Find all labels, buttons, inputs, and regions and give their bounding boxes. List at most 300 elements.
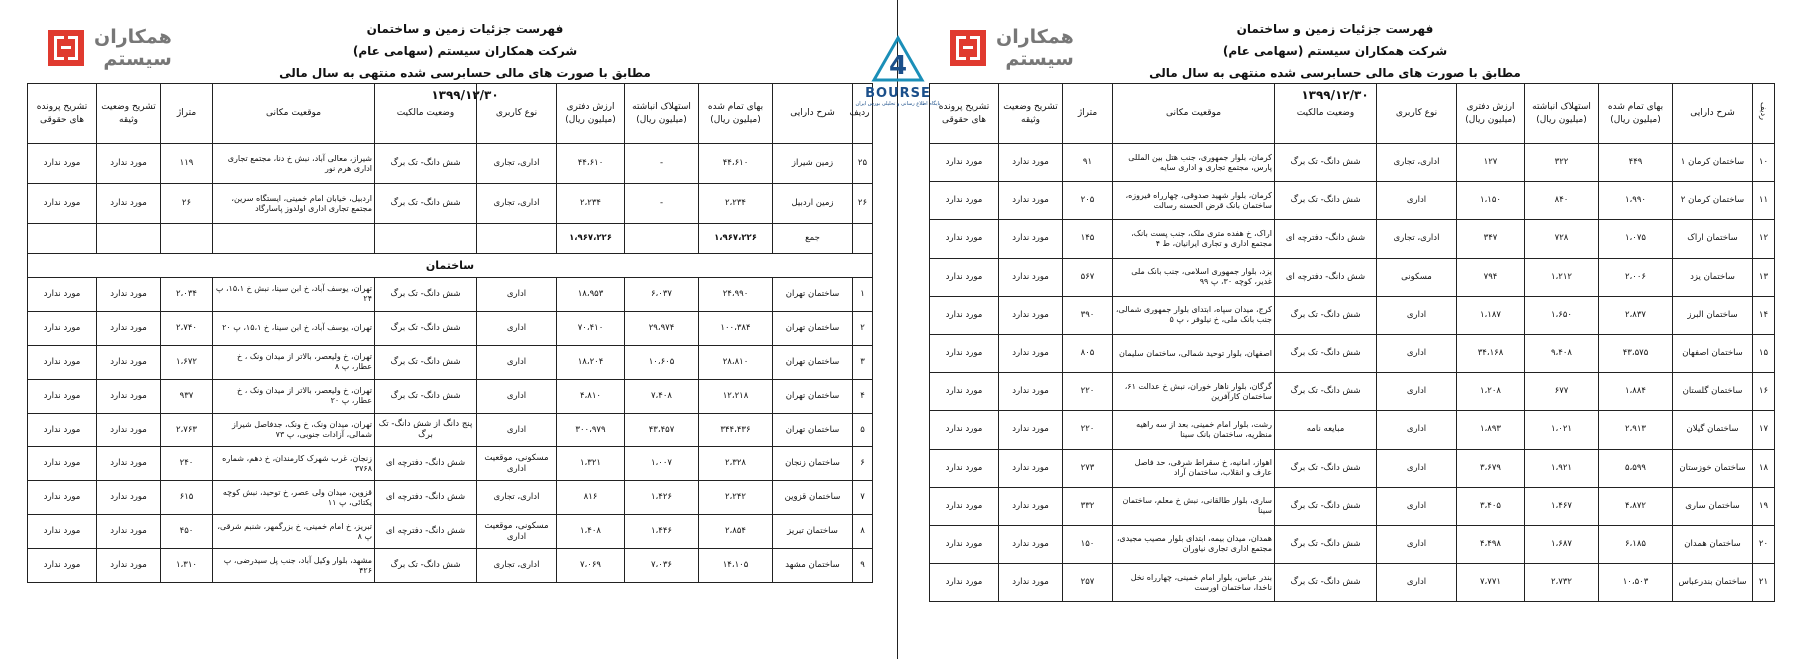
cell-cost: ۲۴،۹۹۰ [699,278,773,312]
building-rows-left [28,278,873,583]
svg-text:4: 4 [888,51,908,81]
cell-loc: تهران، یوسف آباد، خ ابن سینا، نبش خ ۱۵،۱، پ ۲۴ [213,278,375,312]
logo-text: همکاران سیستم [996,26,1074,70]
cell-legal: مورد ندارد [28,311,97,345]
cell-legal: مورد ندارد [28,549,97,583]
cell-use: اداری [1377,182,1457,220]
cell-loc: کرمان، بلوار جمهوری، جنب هتل بین المللی پارس، مجتمع تجاری و اداری سایه [1113,144,1275,182]
cell-use: اداری، تجاری [1377,144,1457,182]
cell-loc: تهران، میدان ونک، خ ونک، جدفاصل شیراز شمالی، آزادات جنوبی، پ ۷۳ [213,413,375,447]
cell-own: پنج دانگ از شش دانگ- تک برگ [375,413,477,447]
cell-area: ۸۰۵ [1063,334,1113,372]
cell-book: ۷،۷۷۱ [1457,564,1525,602]
cell-use: اداری [477,379,557,413]
right-assets-table [929,83,1775,602]
cell-use: اداری [1377,296,1457,334]
cell-desc: ساختمان مشهد [773,549,853,583]
cell-area: ۱،۳۱۰ [161,549,213,583]
cell-dep: ۲،۷۳۲ [1525,564,1599,602]
cell-loc: گرگان، بلوار ناهار خوران، نبش خ عدالت ۶۱، ساختمان کارآفرین [1113,373,1275,411]
cell-loc: تهران، یوسف آباد، خ ابن سینا، خ ۱۵،۱، پ ۲۰ [213,311,375,345]
cell-deed: مورد ندارد [999,487,1063,525]
col-desc-header: شرح دارایی [1673,84,1753,144]
cell-cost: ۱،۰۷۵ [1599,220,1673,258]
land-rows [28,144,873,224]
section-label: ساختمان [28,254,873,278]
cell-legal: مورد ندارد [930,373,999,411]
cell-dep: ۱،۶۵۰ [1525,296,1599,334]
cell-dep: ۱،۴۲۶ [625,481,699,515]
cell-row: ۱۷ [1753,411,1775,449]
cell-row: ۱۲ [1753,220,1775,258]
cell-deed: مورد ندارد [97,144,161,184]
cell-legal: مورد ندارد [28,481,97,515]
col-loc-header: موقعیت مکانی [213,84,375,144]
cell-loc: زنجان، غرب شهرک کارمندان، خ دهم، شماره ۳۷۶۸ [213,447,375,481]
cell-area: ۵۶۷ [1063,258,1113,296]
table-row [930,182,1775,220]
col-legal-header: تشریح پرونده های حقوقی [28,84,97,144]
cell-row: ۲۶ [853,184,873,224]
cell-deed: مورد ندارد [97,515,161,549]
cell-loc: اراک، خ هفده متری ملک، جنب پست بانک، مجتمع اداری و تجاری ایرانیان، ط ۴ [1113,220,1275,258]
cell-area: ۲،۷۴۰ [161,311,213,345]
bourse-tagline: پایگاه اطلاع رسانی و تحلیلی بورس ایران [855,101,941,107]
cell-legal: مورد ندارد [930,449,999,487]
cell-deed: مورد ندارد [999,296,1063,334]
cell-row: ۲۱ [1753,564,1775,602]
cell-loc: تهران، خ ولیعصر، بالاتر از میدان ونک ، خ عطار، پ ۲۰ [213,379,375,413]
company-name: شرکت همکاران سیستم (سهامی عام) [352,44,578,58]
table-header-row [930,84,1775,144]
cell-row: ۲ [853,311,873,345]
cell-desc: ساختمان ساری [1673,487,1753,525]
table-row [930,296,1775,334]
cell-row: ۴ [853,379,873,413]
cell-dep: ۷،۴۰۸ [625,379,699,413]
col-area-header: متراژ [161,84,213,144]
cell-dep: ۱،۴۶۷ [1525,487,1599,525]
cell-area: ۲۵۷ [1063,564,1113,602]
cell-row: ۸ [853,515,873,549]
cell-legal: مورد ندارد [930,296,999,334]
table-row [930,487,1775,525]
cell-book: ۳۴،۱۶۸ [1457,334,1525,372]
table-row [930,411,1775,449]
cell-loc: یزد، بلوار جمهوری اسلامی، جنب بانک ملی غدیر، کوچه ۳۰، پ ۹۹ [1113,258,1275,296]
cell-own: شش دانگ- تک برگ [1275,373,1377,411]
cell-area: ۳۹۰ [1063,296,1113,334]
cell-book: ۱،۸۹۳ [1457,411,1525,449]
cell-area: ۲،۷۶۳ [161,413,213,447]
cell-cost: ۱۰،۵۰۳ [1599,564,1673,602]
cell-own: شش دانگ- تک برگ [375,144,477,184]
cell-cost: ۲،۲۴۲ [699,481,773,515]
cell-deed: مورد ندارد [97,278,161,312]
col-deed-header: تشریح وضعیت وثیقه [97,84,161,144]
cell-legal: مورد ندارد [930,487,999,525]
left-assets-table [27,83,873,583]
cell-cost: ۵،۵۹۹ [1599,449,1673,487]
cell-use: مسکونی [1377,258,1457,296]
cell-area: ۲۶ [161,184,213,224]
cell-dep: ۱،۲۱۲ [1525,258,1599,296]
company-logo-right [950,26,1074,70]
cell-legal: مورد ندارد [930,334,999,372]
cell-area: ۱۵۰ [1063,525,1113,563]
cell-deed: مورد ندارد [999,220,1063,258]
col-own-header: وضعیت مالکیت [375,84,477,144]
total-label: جمع [773,224,853,254]
cell-book: ۱،۴۰۸ [557,515,625,549]
col-area-header: متراژ [1063,84,1113,144]
cell-book: ۴،۸۱۰ [557,379,625,413]
cell-own: شش دانگ- دفترچه ای [375,515,477,549]
cell-desc: ساختمان تهران [773,345,853,379]
cell-deed: مورد ندارد [97,549,161,583]
cell-dep: ۳۲۲ [1525,144,1599,182]
cell-loc: کرج، میدان سپاه، ابتدای بلوار جمهوری شمالی، جنب بانک ملی، خ نیلوفر ، پ ۵ [1113,296,1275,334]
cell-deed: مورد ندارد [999,373,1063,411]
cell-dep: ۱،۶۸۷ [1525,525,1599,563]
cell-deed: مورد ندارد [999,258,1063,296]
cell-use: اداری [477,311,557,345]
cell-dep: ۱،۰۲۱ [1525,411,1599,449]
table-row [28,144,873,184]
cell-use: اداری [477,345,557,379]
cell-deed: مورد ندارد [999,182,1063,220]
cell-loc: ساری، بلوار طالقانی، نبش خ معلم، ساختمان سینا [1113,487,1275,525]
cell-use: مسکونی، موقعیت اداری [477,515,557,549]
cell-dep: - [625,184,699,224]
col-legal-header: تشریح پرونده های حقوقی [930,84,999,144]
col-dep-header: استهلاک انباشته (میلیون ریال) [625,84,699,144]
cell-own: شش دانگ- تک برگ [1275,564,1377,602]
cell-desc: ساختمان گیلان [1673,411,1753,449]
section-row [28,254,873,278]
cell-book: ۷،۰۶۹ [557,549,625,583]
cell-cost: ۲،۳۲۸ [699,447,773,481]
table-row [930,220,1775,258]
cell-row: ۹ [853,549,873,583]
cell-use: اداری [1377,373,1457,411]
cell-deed: مورد ندارد [999,525,1063,563]
cell-cost: ۲،۲۳۴ [699,184,773,224]
col-book-header: ارزش دفتری (میلیون ریال) [557,84,625,144]
cell-book: ۱۸،۹۵۳ [557,278,625,312]
cell-book: ۱،۱۸۷ [1457,296,1525,334]
cell-own: شش دانگ- تک برگ [1275,144,1377,182]
table-row [930,564,1775,602]
cell-deed: مورد ندارد [999,564,1063,602]
cell-row: ۱۱ [1753,182,1775,220]
cell-cost: ۱۲،۲۱۸ [699,379,773,413]
cell-use: اداری، تجاری [477,549,557,583]
cell-book: ۱،۲۰۸ [1457,373,1525,411]
logo-mark-icon [48,30,84,66]
cell-area: ۹۳۷ [161,379,213,413]
cell-deed: مورد ندارد [97,311,161,345]
company-logo [48,26,172,70]
building-rows-right [930,144,1775,602]
cell-loc: اصفهان، بلوار توحید شمالی، ساختمان سلیمان [1113,334,1275,372]
cell-row: ۳ [853,345,873,379]
cell-desc: ساختمان زنجان [773,447,853,481]
cell-cost: ۲،۰۰۶ [1599,258,1673,296]
cell-loc: کرمان، بلوار شهید صدوقی، چهارراه فیروزه، ساختمان بانک قرض الحسنه رسالت [1113,182,1275,220]
table-row [28,549,873,583]
cell-cost: ۶،۱۸۵ [1599,525,1673,563]
cell-legal: مورد ندارد [930,182,999,220]
cell-dep: ۱،۰۰۷ [625,447,699,481]
cell-desc: ساختمان اصفهان [1673,334,1753,372]
cell-cost: ۴۳،۵۷۵ [1599,334,1673,372]
logo-mark-icon [950,30,986,66]
col-loc-header: موقعیت مکانی [1113,84,1275,144]
cell-deed: مورد ندارد [999,144,1063,182]
table-row [930,525,1775,563]
table-row [930,258,1775,296]
cell-area: ۲۲۰ [1063,373,1113,411]
cell-desc: ساختمان اراک [1673,220,1753,258]
cell-cost: ۲،۸۵۴ [699,515,773,549]
cell-own: شش دانگ- دفترچه ای [375,481,477,515]
cell-row: ۱۵ [1753,334,1775,372]
cell-legal: مورد ندارد [28,515,97,549]
report-subtitle-right: مطابق با صورت های مالی حسابرسی شده منتهی به سال مالی ۱۳۹۹/۱۲/۳۰ [1149,66,1521,102]
table-row [930,373,1775,411]
bourse-brand: BOURSE [865,86,931,101]
table-row [28,515,873,549]
col-use-header: نوع کاربری [477,84,557,144]
cell-deed: مورد ندارد [999,411,1063,449]
cell-legal: مورد ندارد [930,564,999,602]
report-subtitle: مطابق با صورت های مالی حسابرسی شده منتهی به سال مالی ۱۳۹۹/۱۲/۳۰ [279,66,651,102]
cell-area: ۶۱۵ [161,481,213,515]
cell-desc: زمین اردبیل [773,184,853,224]
table-row [28,481,873,515]
col-book-header: ارزش دفتری (میلیون ریال) [1457,84,1525,144]
col-row-header: ردیف [1753,84,1775,144]
table-row [28,184,873,224]
cell-book: ۷۹۴ [1457,258,1525,296]
cell-loc: رشت، بلوار امام خمینی، بعد از سه راهیه منظریه، ساختمان بانک سینا [1113,411,1275,449]
cell-desc: ساختمان تهران [773,413,853,447]
cell-use: اداری [1377,487,1457,525]
cell-row: ۱۴ [1753,296,1775,334]
cell-row: ۲۰ [1753,525,1775,563]
cell-cost: ۲،۹۱۳ [1599,411,1673,449]
cell-book: ۳۰۰،۹۷۹ [557,413,625,447]
cell-own: شش دانگ- تک برگ [1275,296,1377,334]
cell-dep: ۹،۴۰۸ [1525,334,1599,372]
cell-use: اداری [1377,525,1457,563]
cell-desc: زمین شیراز [773,144,853,184]
cell-book: ۳،۶۷۹ [1457,449,1525,487]
cell-use: اداری [477,413,557,447]
col-cost-header: بهای تمام شده (میلیون ریال) [699,84,773,144]
cell-book: ۱،۱۵۰ [1457,182,1525,220]
col-desc-header: شرح دارایی [773,84,853,144]
cell-cost: ۴۴،۶۱۰ [699,144,773,184]
cell-dep: ۱،۹۲۱ [1525,449,1599,487]
cell-book: ۴۴،۶۱۰ [557,144,625,184]
table-row [28,278,873,312]
cell-legal: مورد ندارد [930,220,999,258]
cell-desc: ساختمان خوزستان [1673,449,1753,487]
table-row [930,449,1775,487]
cell-deed: مورد ندارد [97,447,161,481]
company-name-right: شرکت همکاران سیستم (سهامی عام) [1222,44,1448,58]
cell-own: شش دانگ- تک برگ [1275,487,1377,525]
cell-row: ۱۳ [1753,258,1775,296]
cell-book: ۲،۲۳۴ [557,184,625,224]
total-book: ۱،۹۶۷،۲۲۶ [557,224,625,254]
table-row [28,345,873,379]
logo-text: همکاران سیستم [94,26,172,70]
cell-own: شش دانگ- تک برگ [1275,525,1377,563]
cell-use: اداری، تجاری [477,184,557,224]
cell-desc: ساختمان یزد [1673,258,1753,296]
col-cost-header: بهای تمام شده (میلیون ریال) [1599,84,1673,144]
cell-legal: مورد ندارد [28,144,97,184]
cell-deed: مورد ندارد [97,345,161,379]
cell-loc: شیراز، معالی آباد، نبش خ دنا، مجتمع تجاری اداری هرم نور [213,144,375,184]
cell-dep: ۶،۰۳۷ [625,278,699,312]
cell-area: ۲۲۰ [1063,411,1113,449]
cell-deed: مورد ندارد [97,184,161,224]
cell-legal: مورد ندارد [28,413,97,447]
col-deed-header: تشریح وضعیت وثیقه [999,84,1063,144]
cell-desc: ساختمان قزوین [773,481,853,515]
table-header-row [28,84,873,144]
cell-own: شش دانگ- تک برگ [375,345,477,379]
cell-dep: - [625,144,699,184]
cell-loc: بندر عباس، بلوار امام خمینی، چهارراه نخل ناخدا، ساختمان اورست [1113,564,1275,602]
cell-deed: مورد ندارد [999,334,1063,372]
cell-desc: ساختمان تهران [773,278,853,312]
cell-use: اداری [1377,564,1457,602]
cell-desc: ساختمان گلستان [1673,373,1753,411]
cell-area: ۱،۶۷۲ [161,345,213,379]
cell-cost: ۳۴۴،۴۳۶ [699,413,773,447]
cell-use: اداری، تجاری [477,144,557,184]
cell-own: شش دانگ- دفترچه ای [1275,220,1377,258]
cell-desc: ساختمان البرز [1673,296,1753,334]
cell-deed: مورد ندارد [97,413,161,447]
cell-legal: مورد ندارد [28,184,97,224]
cell-book: ۱۸،۲۰۴ [557,345,625,379]
cell-desc: ساختمان همدان [1673,525,1753,563]
cell-own: شش دانگ- دفترچه ای [375,447,477,481]
cell-loc: همدان، میدان بیمه، ابتدای بلوار مصیب مجیدی، مجتمع اداری تجاری نیاوران [1113,525,1275,563]
cell-use: اداری [477,278,557,312]
table-row [28,413,873,447]
cell-own: شش دانگ- تک برگ [375,278,477,312]
cell-row: ۶ [853,447,873,481]
cell-dep: ۴۳،۴۵۷ [625,413,699,447]
cell-desc: ساختمان تهران [773,379,853,413]
cell-row: ۱ [853,278,873,312]
cell-loc: اهواز، امانیه، خ سقراط شرقی، حد فاصل عارف و انقلاب، ساختمان آراد [1113,449,1275,487]
total-cost: ۱،۹۶۷،۲۲۶ [699,224,773,254]
cell-dep: ۲۹،۹۷۴ [625,311,699,345]
cell-own: شش دانگ- تک برگ [375,311,477,345]
cell-cost: ۱۰۰،۳۸۴ [699,311,773,345]
cell-loc: قزوین، میدان ولی عصر، خ توحید، نبش کوچه یکتائی، پ ۱۱ [213,481,375,515]
cell-own: مبایعه نامه [1275,411,1377,449]
cell-cost: ۱۴،۱۰۵ [699,549,773,583]
cell-deed: مورد ندارد [999,449,1063,487]
cell-desc: ساختمان تهران [773,311,853,345]
cell-row: ۷ [853,481,873,515]
cell-area: ۹۱ [1063,144,1113,182]
cell-row: ۱۶ [1753,373,1775,411]
cell-use: مسکونی، موقعیت اداری [477,447,557,481]
col-use-header: نوع کاربری [1377,84,1457,144]
cell-legal: مورد ندارد [930,525,999,563]
cell-cost: ۲،۸۳۷ [1599,296,1673,334]
cell-dep: ۷۲۸ [1525,220,1599,258]
cell-area: ۴۵۰ [161,515,213,549]
report-title-right: فهرست جزئیات زمین و ساختمان [1236,22,1434,36]
cell-area: ۲۰۵ [1063,182,1113,220]
table-row [28,311,873,345]
cell-use: اداری، تجاری [477,481,557,515]
cell-cost: ۴،۸۷۲ [1599,487,1673,525]
report-title: فهرست جزئیات زمین و ساختمان [366,22,564,36]
cell-area: ۳۳۲ [1063,487,1113,525]
cell-legal: مورد ندارد [28,278,97,312]
right-page [905,0,1795,659]
cell-row: ۲۵ [853,144,873,184]
table-row [930,144,1775,182]
cell-desc: ساختمان کرمان ۱ [1673,144,1753,182]
cell-book: ۳،۴۰۵ [1457,487,1525,525]
cell-own: شش دانگ- تک برگ [1275,449,1377,487]
cell-legal: مورد ندارد [930,144,999,182]
cell-book: ۱،۳۲۱ [557,447,625,481]
table-row [28,379,873,413]
cell-own: شش دانگ- تک برگ [1275,182,1377,220]
cell-cost: ۲۸،۸۱۰ [699,345,773,379]
cell-area: ۲،۰۳۴ [161,278,213,312]
cell-dep: ۱۰،۶۰۵ [625,345,699,379]
col-row-header: ردیف [853,84,873,144]
cell-loc: تهران، خ ولیعصر، بالاتر از میدان ونک ، خ عطار، پ ۸ [213,345,375,379]
cell-area: ۲۴۰ [161,447,213,481]
cell-loc: مشهد، بلوار وکیل آباد، جنب پل سیدرضی، پ ۴۲۶ [213,549,375,583]
cell-book: ۳۴۷ [1457,220,1525,258]
cell-area: ۱۴۵ [1063,220,1113,258]
total-row [28,224,873,254]
cell-desc: ساختمان بندرعباس [1673,564,1753,602]
cell-dep: ۱،۴۴۶ [625,515,699,549]
cell-book: ۴،۴۹۸ [1457,525,1525,563]
cell-legal: مورد ندارد [930,411,999,449]
cell-row: ۱۸ [1753,449,1775,487]
cell-legal: مورد ندارد [28,345,97,379]
table-row [930,334,1775,372]
cell-area: ۲۷۳ [1063,449,1113,487]
cell-cost: ۴۴۹ [1599,144,1673,182]
col-own-header: وضعیت مالکیت [1275,84,1377,144]
cell-own: شش دانگ- تک برگ [375,184,477,224]
left-page [0,0,890,659]
col-dep-header: استهلاک انباشته (میلیون ریال) [1525,84,1599,144]
cell-desc: ساختمان کرمان ۲ [1673,182,1753,220]
cell-cost: ۱،۸۸۴ [1599,373,1673,411]
